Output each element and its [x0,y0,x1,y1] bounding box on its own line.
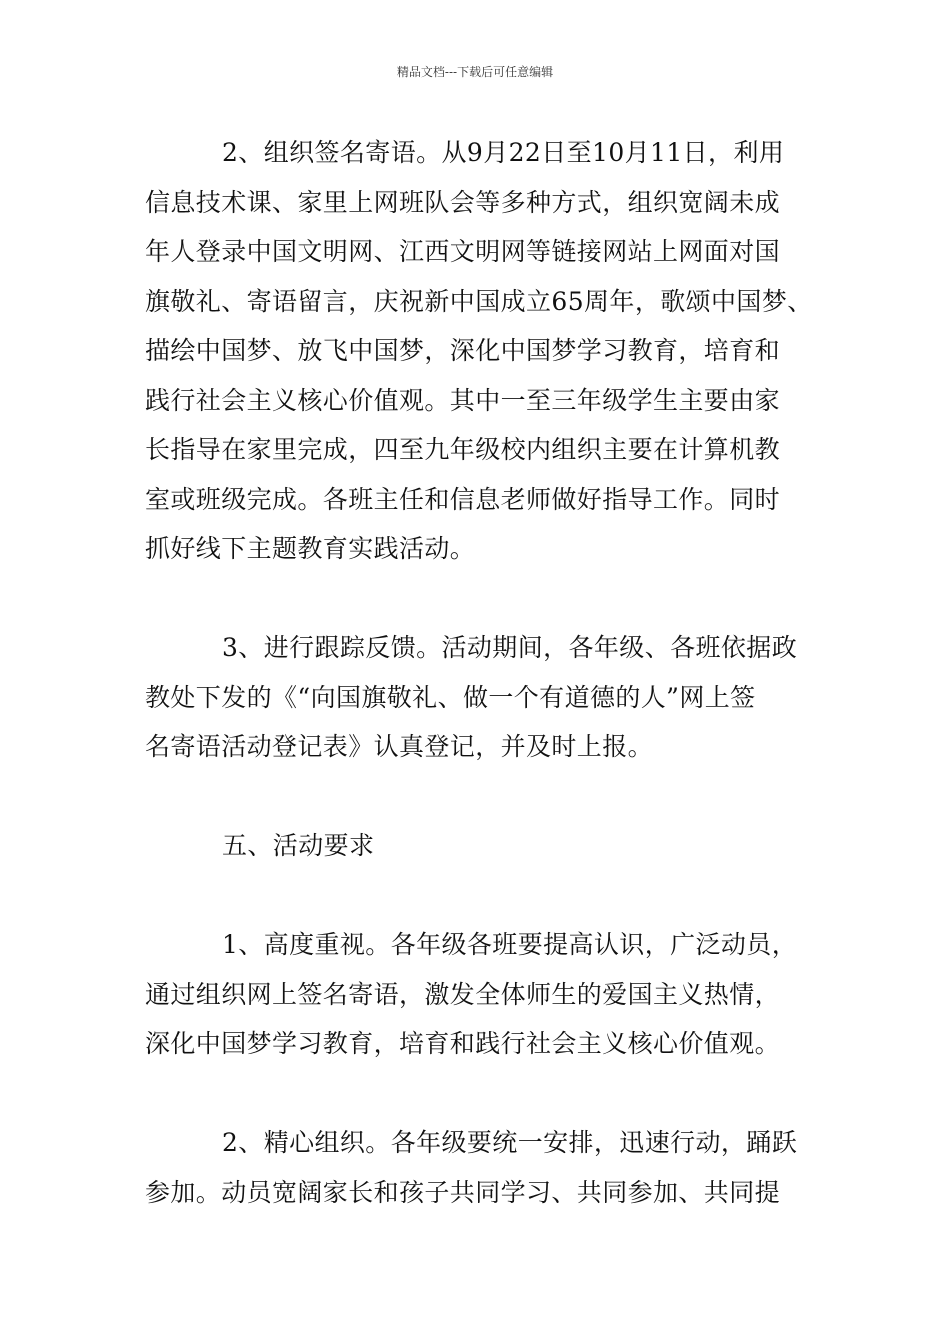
paragraph-careful-organization: 2、精心组织。各年级要统一安排，迅速行动，踊跃 参加。动员宽阔家长和孩子共同学习、共同参加、共同提 [145,1128,798,1207]
section-heading-requirements: 五、活动要求 [222,831,375,860]
paragraph-gap [145,574,835,624]
paragraph-gap [145,772,835,822]
paragraph-gap [145,1069,835,1119]
paragraph-high-attention: 1、高度重视。各年级各班要提高认识，广泛动员， 通过组织网上签名寄语，激发全体师生的爱国主义热情， 深化中国梦学习教育，培育和践行社会主义核心价值观。 [145,930,798,1058]
paragraph-tracking-feedback: 3、进行跟踪反馈。活动期间，各年级、各班依据政 教处下发的《“向国旗敬礼、做一个有道德的人”网上签 名寄语活动登记表》认真登记，并及时上报。 [145,633,798,761]
paragraph-sign-message: 2、组织签名寄语。从9月22日至10月11日，利用 信息技术课、家里上网班队会等多种方式，组织宽阔未成 年人登录中国文明网、江西文明网等链接网站上网面对国 旗敬礼、寄语留言，庆祝新中国成立65周年，歌颂中国梦、 描绘中国梦、放飞中国梦，深化中国梦学习教育，培育和 践行社会主义核心价值观。其中一至三年级学生主要由家 长指导在家里完成，四至九年级校内组织主要在计算机教 室或班级完成。各班主任和信息老师做好指导工作。同时 抓好线下主题教育实践活动。 [145,138,813,563]
document-body [145,128,835,1217]
page-header: 精品文档---下载后可任意编辑 [396,65,554,79]
paragraph-gap [145,871,835,921]
